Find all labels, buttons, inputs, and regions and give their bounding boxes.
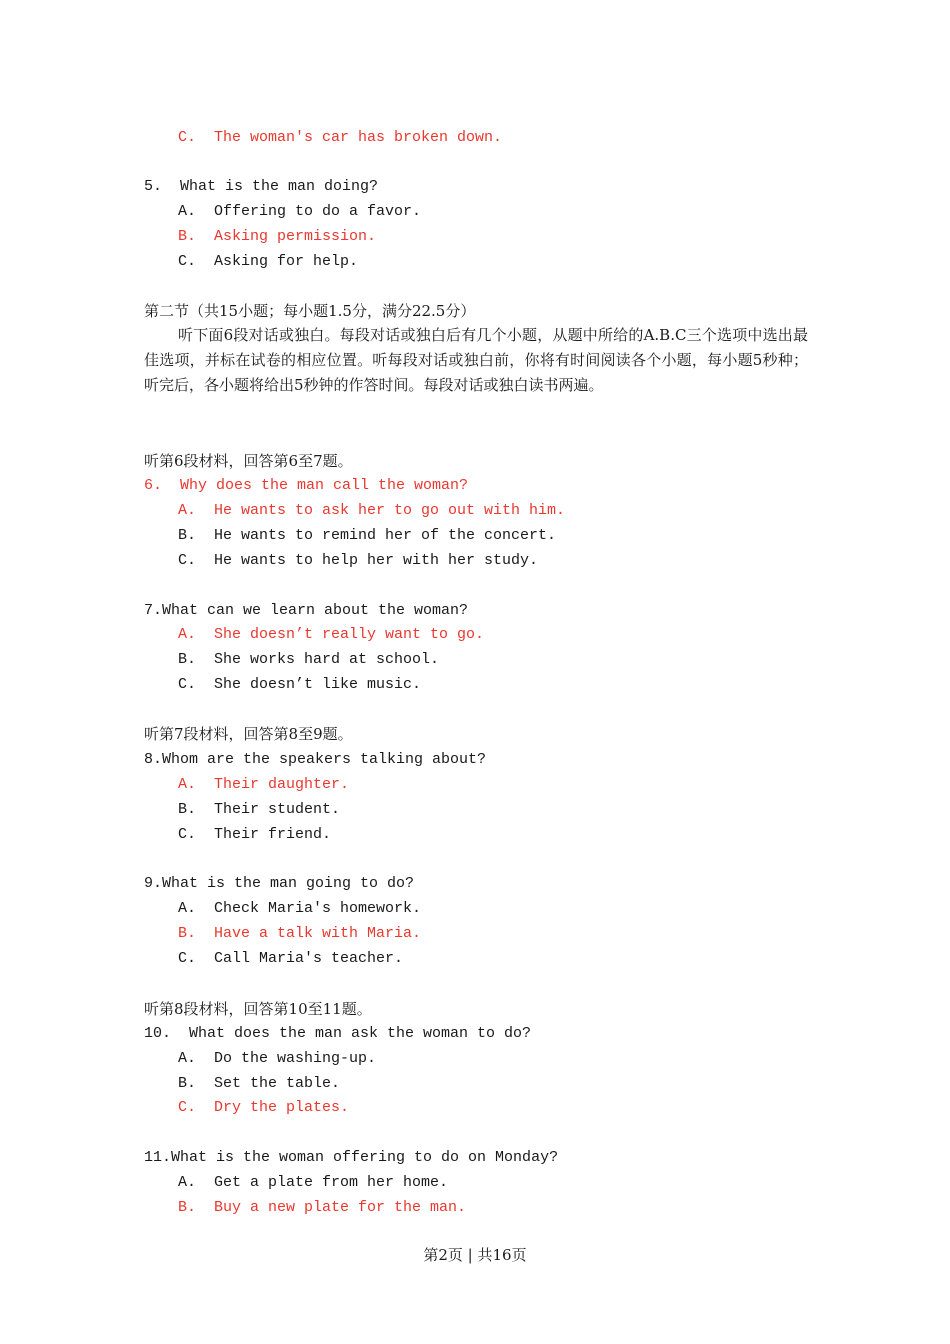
q4-option-c: C. The woman's car has broken down. xyxy=(178,129,503,146)
q10-question: 10. What does the man ask the woman to do? xyxy=(144,1025,532,1042)
q10-option-c: C. Dry the plates. xyxy=(178,1099,350,1116)
q11-option-b: B. Buy a new plate for the man. xyxy=(178,1199,467,1216)
q10-option-b: B. Set the table. xyxy=(178,1075,341,1092)
q9-option-a: A. Check Maria's homework. xyxy=(178,900,422,917)
q10-option-a: A. Do the washing-up. xyxy=(178,1050,377,1067)
q5-option-b: B. Asking permission. xyxy=(178,228,377,245)
q5-question: 5. What is the man doing? xyxy=(144,178,379,195)
passage6-intro: 听第6段材料，回答第6至7题。 xyxy=(144,452,353,470)
q11-question: 11.What is the woman offering to do on Monday? xyxy=(144,1149,559,1166)
passage8-intro: 听第8段材料，回答第10至11题。 xyxy=(144,1000,372,1018)
section2-instructions: 听下面6段对话或独白。每段对话或独白后有几个小题，从题中所给的A.B.C三个选项中选出最佳选项，并标在试卷的相应位置。听每段对话或独白前，你将有时间阅读各个小题，每小题5秒种；听完后，各小题将给出5秒钟的作答时间。每段对话或独白读书两遍。 xyxy=(144,326,808,394)
q5-option-a: A. Offering to do a favor. xyxy=(178,203,422,220)
q6-option-c: C. He wants to help her with her study. xyxy=(178,552,539,569)
q6-question: 6. Why does the man call the woman? xyxy=(144,477,469,494)
q7-option-b: B. She works hard at school. xyxy=(178,651,440,668)
q9-option-b: B. Have a talk with Maria. xyxy=(178,925,422,942)
q9-question: 9.What is the man going to do? xyxy=(144,875,415,892)
q8-option-a: A. Their daughter. xyxy=(178,776,350,793)
q8-option-b: B. Their student. xyxy=(178,801,341,818)
q7-question: 7.What can we learn about the woman? xyxy=(144,602,469,619)
q7-option-c: C. She doesn’t like music. xyxy=(178,676,422,693)
section2-heading: 第二节（共15小题；每小题1.5分，满分22.5分） xyxy=(144,302,476,320)
q8-question: 8.Whom are the speakers talking about? xyxy=(144,751,487,768)
q8-option-c: C. Their friend. xyxy=(178,826,332,843)
page-footer: 第2页 | 共16页 xyxy=(423,1246,527,1264)
q7-option-a: A. She doesn’t really want to go. xyxy=(178,626,485,643)
q11-option-a: A. Get a plate from her home. xyxy=(178,1174,449,1191)
passage7-intro: 听第7段材料，回答第8至9题。 xyxy=(144,725,353,743)
q5-option-c: C. Asking for help. xyxy=(178,253,359,270)
q6-option-b: B. He wants to remind her of the concert. xyxy=(178,527,557,544)
q9-option-c: C. Call Maria's teacher. xyxy=(178,950,404,967)
q6-option-a: A. He wants to ask her to go out with him. xyxy=(178,502,566,519)
